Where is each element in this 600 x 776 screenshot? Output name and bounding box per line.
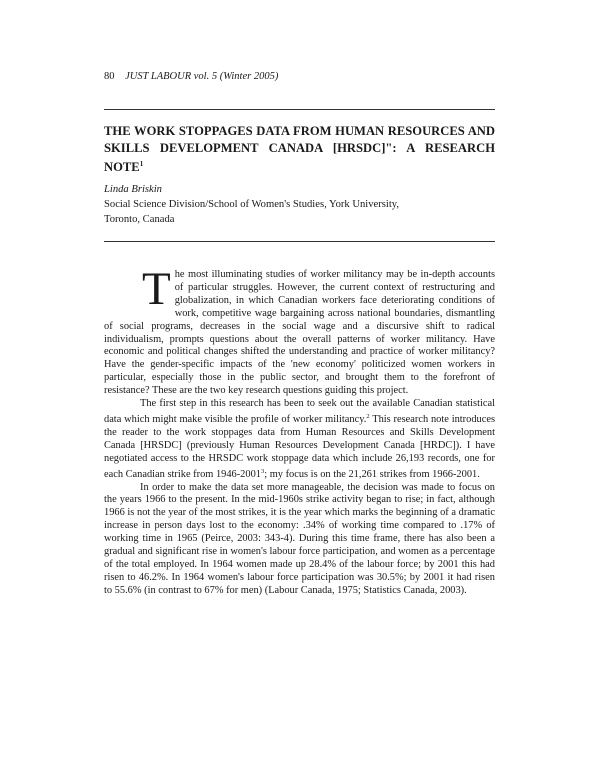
article-title-text: THE WORK STOPPAGES DATA FROM HUMAN RESOURCES AND SKILLS DEVELOPMENT CANADA [HRSDC]": A RESEARCH NOTE [104,124,495,174]
author-location: Toronto, Canada [104,214,175,225]
paragraph-2-text-c: ; my focus is on the 21,261 strikes from 1966-2001. [264,468,480,480]
author-name: Linda Briskin [104,184,162,195]
paragraph-2-text-a: The first step in this research has been to seek out the available Canadian statistical data which might make visible the profile of worker militancy. [104,398,495,425]
drop-cap: T [142,263,171,315]
article-title [104,123,495,176]
article-body [104,263,495,598]
paragraph-3 [104,482,495,598]
title-footnote-marker[interactable]: 1 [139,160,144,168]
page-number: 80 [104,71,115,82]
running-header [104,71,278,82]
paragraph-1-text: he most illuminating studies of worker militancy may be in-depth accounts of particular struggles. However, the current context of restructuring and globalization, in which Canadian workers face deteriorating conditions of work, competitive wage bargaining across national boundaries, dismantling of social programs, decreases in the social wage and a discursive shift to radical individualism, prompts questions about the overall patterns of worker militancy. Have economic and political changes shifted the understanding and practice of worker militancy? Have the gender-specific impacts of the 'new economy' politicized women workers in particular, especially those in the public sector, and brought them to the forefront of resistance? These are the two key research questions guiding this project. [104,269,495,397]
footnote-marker-3[interactable]: 3 [260,467,265,475]
paragraph-2-text-b: This research note introduces the reader to the work stoppages data from Human Resources and Skills Development Canada [HRSDC] (previously Human Resources Development Canada [HRDC]). I have negotiated access to the HRSDC work stoppage data which include 26,193 records, one for each Canadian strike from 1946-2001 [104,413,495,480]
paragraph-2 [104,398,495,481]
footnote-marker-2[interactable]: 2 [366,412,370,420]
header-divider [104,109,495,110]
paragraph-3-text: In order to make the data set more manageable, the decision was made to focus on the years 1966 to the present. In the mid-1960s strike activity began to rise; in fact, although 1966 is not the year of the most strikes, it is the year which marks the beginning of a dramatic increase in person days lost to the economy: .34% of working time compared to .17% of working time in 1965 (Peirce, 2003: 343-4). During this time frame, there has also been a gradual and significant rise in women's labour force participation, and women as a percentage of the total employed. In 1964 women made up 28.4% of the labour force; by 2001 this had risen to 46.2%. In 1964 women's labour force participation was 30.5%; by 2001 it had risen to 55.6% (in contrast to 67% for men) (Labour Canada, 1975; Statistics Canada, 2003). [104,481,495,596]
author-affiliation: Social Science Division/School of Women's Studies, York University, [104,199,400,210]
journal-name: JUST LABOUR [125,71,192,82]
author-block [104,182,495,227]
section-divider [104,241,495,242]
journal-issue: vol. 5 (Winter 2005) [193,71,279,82]
paragraph-1 [104,263,495,398]
